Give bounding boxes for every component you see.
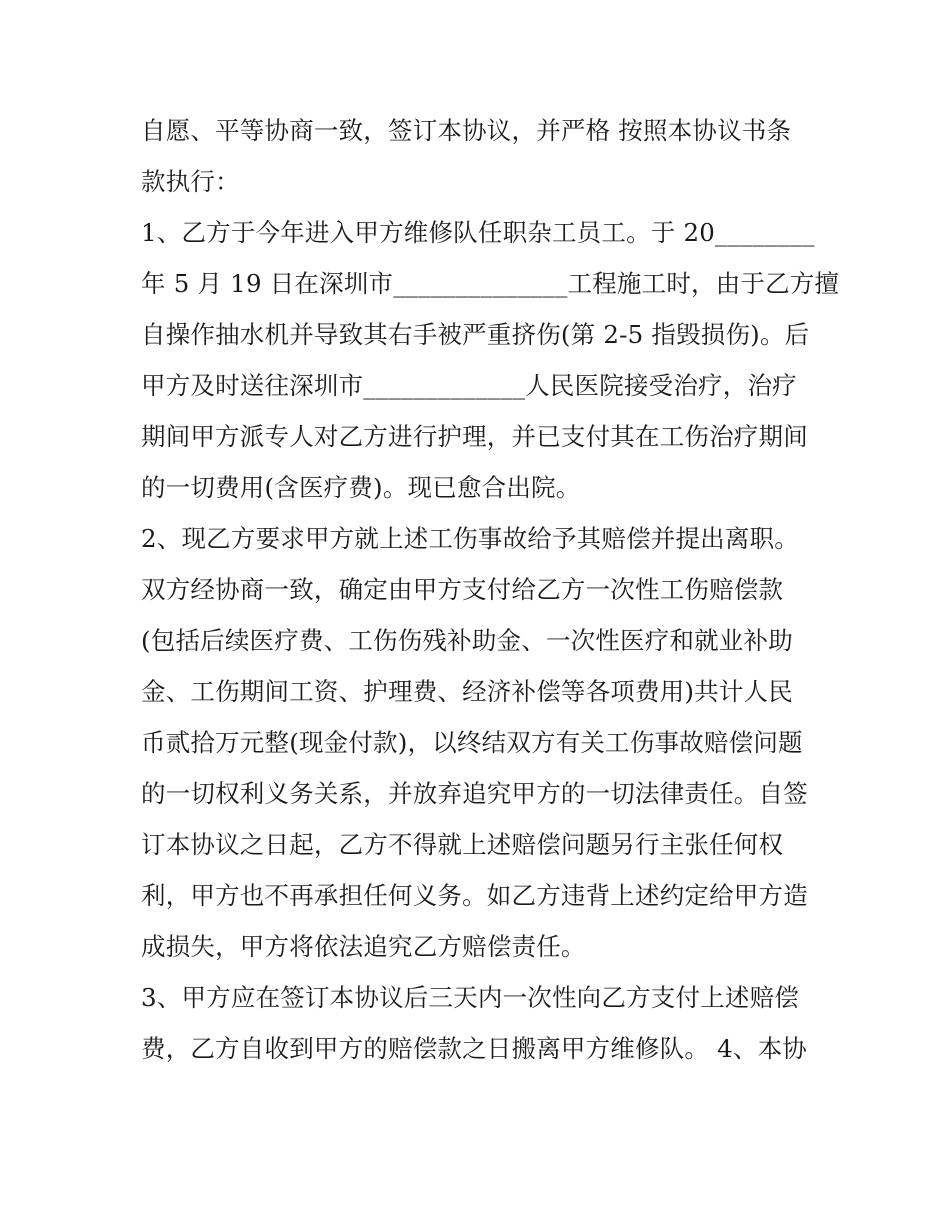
text-line: 成损失，甲方将依法追究乙方赔偿责任。 xyxy=(141,932,586,961)
text-line: 订本协议之日起，乙方不得就上述赔偿问题另行主张任何权 xyxy=(141,830,784,859)
text-line: 年 5 月 19 日在深圳市______________工程施工时，由于乙方擅 xyxy=(141,269,840,298)
text-line: 金、工伤期间工资、护理费、经济补偿等各项费用)共计人民 xyxy=(141,677,793,706)
text-line: 甲方及时送往深圳市_____________人民医院接受治疗，治疗 xyxy=(141,371,797,400)
text-line: 自操作抽水机并导致其右手被严重挤伤(第 2-5 指毁损伤)。后 xyxy=(141,320,810,349)
clause-2-line: 2、现乙方要求甲方就上述工伤事故给予其赔偿并提出离职。 xyxy=(141,524,799,553)
text-line: 双方经协商一致，确定由甲方支付给乙方一次性工伤赔偿款 xyxy=(141,575,784,604)
clause-1-line: 1、乙方于今年进入甲方维修队任职杂工员工。于 20________ xyxy=(141,218,815,247)
agreement-body xyxy=(141,105,840,1074)
text-line: 期间甲方派专人对乙方进行护理，并已支付其在工伤治疗期间 xyxy=(141,422,808,451)
text-line: 币贰拾万元整(现金付款)，以终结双方有关工伤事故赔偿问题 xyxy=(141,728,803,757)
clause-3-line: 3、甲方应在签订本协议后三天内一次性向乙方支付上述赔偿 xyxy=(141,983,799,1012)
text-line: 利，甲方也不再承担任何义务。如乙方违背上述约定给甲方造 xyxy=(141,881,808,910)
text-line: 的一切费用(含医疗费)。现已愈合出院。 xyxy=(141,473,581,502)
text-line: 款执行： xyxy=(141,167,240,196)
text-line: (包括后续医疗费、工伤伤残补助金、一次性医疗和就业补助 xyxy=(141,626,793,655)
text-line: 自愿、平等协商一致，签订本协议，并严格 按照本协议书条 xyxy=(141,116,792,145)
text-line: 的一切权利义务关系，并放弃追究甲方的一切法律责任。自签 xyxy=(141,779,808,808)
text-line: 费，乙方自收到甲方的赔偿款之日搬离甲方维修队。 4、本协 xyxy=(141,1034,807,1063)
